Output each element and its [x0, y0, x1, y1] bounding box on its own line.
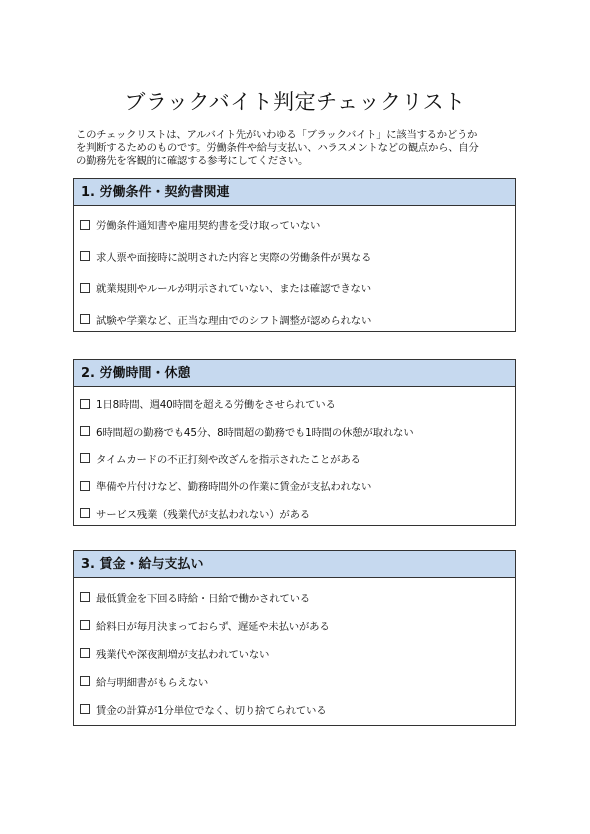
checklist	[74, 206, 515, 335]
checklist-item-label: 残業代や深夜割増が支払われていない	[96, 648, 270, 661]
checkbox-icon[interactable]	[80, 453, 90, 463]
page-title: ブラックバイト判定チェックリスト	[124, 90, 466, 114]
checklist-item[interactable]	[74, 472, 515, 499]
checklist	[74, 387, 515, 527]
checklist-item[interactable]	[74, 417, 515, 444]
checkbox-icon[interactable]	[80, 620, 90, 630]
checklist-item[interactable]	[74, 445, 515, 472]
checkbox-icon[interactable]	[80, 648, 90, 658]
intro-text	[76, 129, 522, 168]
checklist-item[interactable]	[74, 241, 515, 273]
checklist-item[interactable]	[74, 272, 515, 304]
checkbox-icon[interactable]	[80, 426, 90, 436]
checkbox-icon[interactable]	[80, 676, 90, 686]
intro-line: を判断するためのものです。労働条件や給与支払い、ハラスメントなどの観点から、自分	[76, 142, 479, 154]
section-header: 3. 賃金・給与支払い	[74, 551, 515, 578]
section-wages	[73, 550, 516, 726]
checklist-item[interactable]	[74, 639, 515, 667]
checklist-item-label: 給与明細書がもらえない	[96, 676, 209, 689]
checklist-item-label: サービス残業（残業代が支払われない）がある	[96, 508, 311, 521]
checkbox-icon[interactable]	[80, 508, 90, 518]
checkbox-icon[interactable]	[80, 283, 90, 293]
checkbox-icon[interactable]	[80, 251, 90, 261]
checkbox-icon[interactable]	[80, 481, 90, 491]
checklist-item-label: 求人票や面接時に説明された内容と実際の労働条件が異なる	[96, 251, 372, 264]
intro-line: このチェックリストは、アルバイト先がいわゆる「ブラックバイト」に該当するかどうか	[76, 129, 478, 141]
checklist-item-label: 準備や片付けなど、勤務時間外の作業に賃金が支払われない	[96, 481, 372, 494]
checklist-item[interactable]	[74, 611, 515, 639]
checklist-item-label: 最低賃金を下回る時給・日給で働かされている	[96, 592, 311, 605]
section-header: 2. 労働時間・休憩	[74, 360, 515, 387]
checkbox-icon[interactable]	[80, 220, 90, 230]
checklist-item-label: 賃金の計算が1分単位でなく、切り捨てられている	[96, 704, 327, 717]
checklist-item-label: 試験や学業など、正当な理由でのシフト調整が認められない	[96, 314, 372, 327]
checkbox-icon[interactable]	[80, 592, 90, 602]
checklist-item-label: タイムカードの不正打刻や改ざんを指示されたことがある	[96, 453, 361, 466]
checklist-item[interactable]	[74, 500, 515, 527]
checklist-item[interactable]	[74, 695, 515, 723]
checklist-item[interactable]	[74, 390, 515, 417]
checklist-item[interactable]	[74, 304, 515, 336]
checklist-item[interactable]	[74, 583, 515, 611]
checklist-item-label: 就業規則やルールが明示されていない、または確認できない	[96, 283, 371, 296]
checklist-item[interactable]	[74, 667, 515, 695]
checkbox-icon[interactable]	[80, 704, 90, 714]
checklist-item-label: 給料日が毎月決まっておらず、遅延や未払いがある	[96, 620, 330, 633]
section-labor-conditions	[73, 178, 516, 332]
checklist-item-label: 労働条件通知書や雇用契約書を受け取っていない	[96, 220, 321, 233]
section-header: 1. 労働条件・契約書関連	[74, 179, 515, 206]
checkbox-icon[interactable]	[80, 399, 90, 409]
checkbox-icon[interactable]	[80, 314, 90, 324]
checklist-item-label: 6時間超の勤務でも45分、8時間超の勤務でも1時間の休憩が取れない	[96, 426, 414, 439]
checklist-item[interactable]	[74, 209, 515, 241]
section-working-hours	[73, 359, 516, 526]
checklist	[74, 578, 515, 723]
checklist-item-label: 1日8時間、週40時間を超える労働をさせられている	[96, 399, 336, 412]
intro-line: の勤務先を客観的に確認する参考にしてください。	[76, 155, 309, 167]
